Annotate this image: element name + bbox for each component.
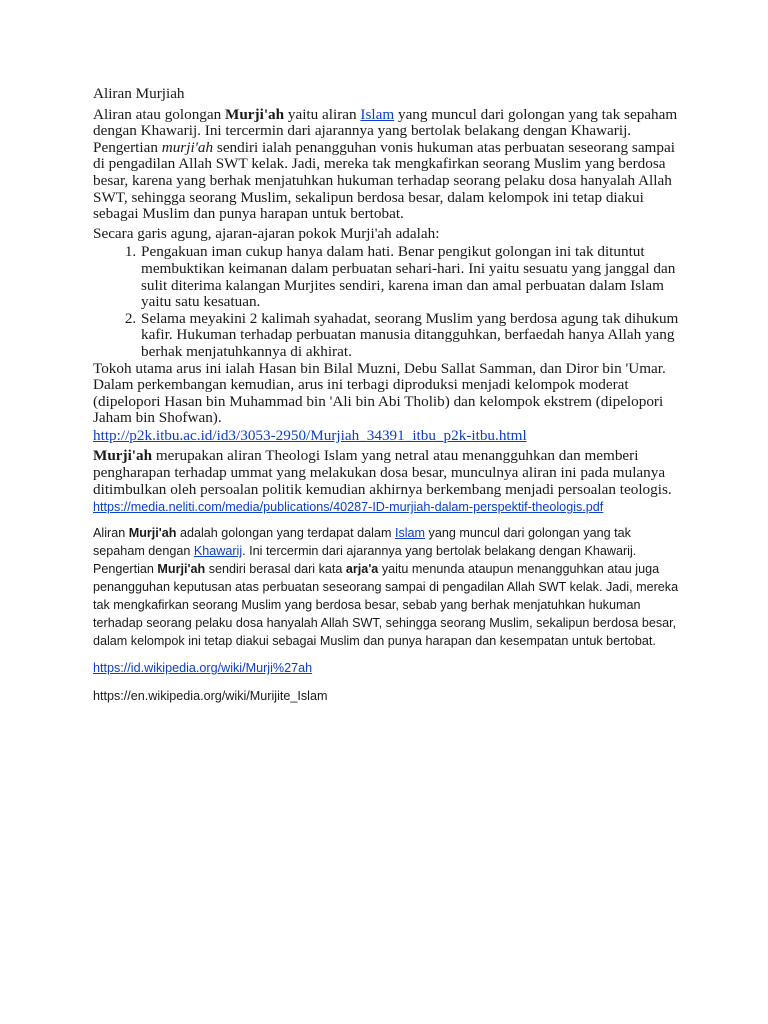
khawarij-link[interactable]: Khawarij <box>193 544 243 559</box>
text-span: adalah golongan yang terdapat dalam <box>176 526 395 541</box>
text-span: yaitu aliran <box>284 105 361 123</box>
url-p2k <box>93 428 683 445</box>
paragraph-wikipedia <box>93 524 683 650</box>
document-title: Aliran Murjiah <box>93 85 185 102</box>
url-id-wikipedia <box>93 659 683 677</box>
bold-term: Murji'ah <box>93 447 153 465</box>
id-wikipedia-link[interactable]: https://id.wikipedia.org/wiki/Murji%27ah <box>93 661 313 676</box>
text-span: yang muncul dari golongan yang tak sepaham dengan <box>93 526 631 559</box>
paragraph-theology <box>93 448 683 498</box>
bold-term: Murji'ah <box>225 105 285 123</box>
url-en-wikipedia: https://en.wikipedia.org/wiki/Murijite_Islam <box>93 689 328 704</box>
list-item: 2. Selama meyakini 2 kalimah syahadat, seorang Muslim yang berdosa agung tak dihukum kafir. Hukuman terhadap perbuatan manusia ditangguhkan, berfaedah hanya Allah yang berhak menjatuhkannya di akhirat. <box>140 311 683 361</box>
text-span: Aliran atau golongan <box>93 105 226 123</box>
text-span: sendiri berasal dari kata <box>205 562 346 577</box>
bold-term: arja'a <box>345 562 379 577</box>
paragraph-intro <box>93 107 683 223</box>
paragraph-teachings-intro: Secara garis agung, ajaran-ajaran pokok Murji'ah adalah: <box>93 224 440 242</box>
islam-link[interactable]: Islam <box>360 105 395 123</box>
text-span: yaitu menunda ataupun menangguhkan atau juga penangguhan keputusan atas perbuatan seseorang sampai di pengadilan Allah SWT kelak. Jadi, mereka tak mengkafirkan seorang Muslim yang berdosa besar, sebab yang berhak menjatuhkan hukuman terhadap seorang pelaku dosa hanyalah Allah SWT, sehingga seorang Muslim, sekalipun berdosa besar, dalam kelompok ini tetap diakui sebagai Muslim dan punya harapan dan kesempatan untuk bertobat. <box>93 562 679 649</box>
islam-link[interactable]: Islam <box>394 526 426 541</box>
italic-term: murji'ah <box>161 138 214 156</box>
text-span: Aliran <box>93 526 129 541</box>
document-page <box>93 86 683 705</box>
bold-term: Murji'ah <box>128 526 177 541</box>
list-item: 1. Pengakuan iman cukup hanya dalam hati. Benar pengikut golongan ini tak dituntut membuktikan keimanan dalam perbuatan sehari-hari. Ini yaitu sesuatu yang janggal dan sulit diterima kalangan Murjites sendiri, karena iman dan amal perbuatan dalam Islam yaitu satu kesatuan. <box>140 244 683 310</box>
text-span: merupakan aliran Theologi Islam yang netral atau menangguhkan dan memberi pengharapan terhadap ummat yang melakukan dosa besar, munculnya aliran ini pada mulanya ditimbulkan oleh persoalan politik kemudian akhirnya berkembang menjadi persoalan teologis. <box>93 447 672 498</box>
text-span: sendiri ialah penangguhan vonis hukuman atas perbuatan seseorang sampai di pengadilan Allah SWT kelak. Jadi, mereka tak mengkafirkan seorang Muslim yang berdosa besar, karena yang berhak menjatuhkan hukuman terhadap seorang pelaku dosa hanyalah Allah SWT, sehingga seorang Muslim, sekalipun berdosa besar, dalam kelompok ini tetap diakui sebagai Muslim dan punya harapan untuk bertobat. <box>93 138 675 223</box>
text-span: . Ini tercermin dari ajarannya yang bertolak belakang dengan Khawarij. Pengertian <box>93 544 637 577</box>
teachings-list <box>93 244 683 360</box>
paragraph-figures: Tokoh utama arus ini ialah Hasan bin Bilal Muzni, Debu Sallat Samman, dan Diror bin 'Umar. Dalam perkembangan kemudian, arus ini terbagi diproduksi menjadi kelompok moderat (dipelopori Hasan bin Muhammad bin 'Ali bin Abi Tholib) dan kelompok ekstrem (dipelopori Jaham bin Shofwan). <box>93 359 666 427</box>
bold-term: Murji'ah <box>157 562 206 577</box>
neliti-link[interactable]: https://media.neliti.com/media/publications/40287-ID-murjiah-dalam-perspektif-theologis.pdf <box>93 500 604 515</box>
p2k-link[interactable]: http://p2k.itbu.ac.id/id3/3053-2950/Murjiah_34391_itbu_p2k-itbu.html <box>93 426 527 444</box>
text-span: yang muncul dari golongan yang tak sepaham dengan Khawarij. Ini tercermin dari ajarannya yang bertolak belakang dengan Khawarij. Pengertian <box>93 105 678 156</box>
url-neliti <box>93 498 683 516</box>
